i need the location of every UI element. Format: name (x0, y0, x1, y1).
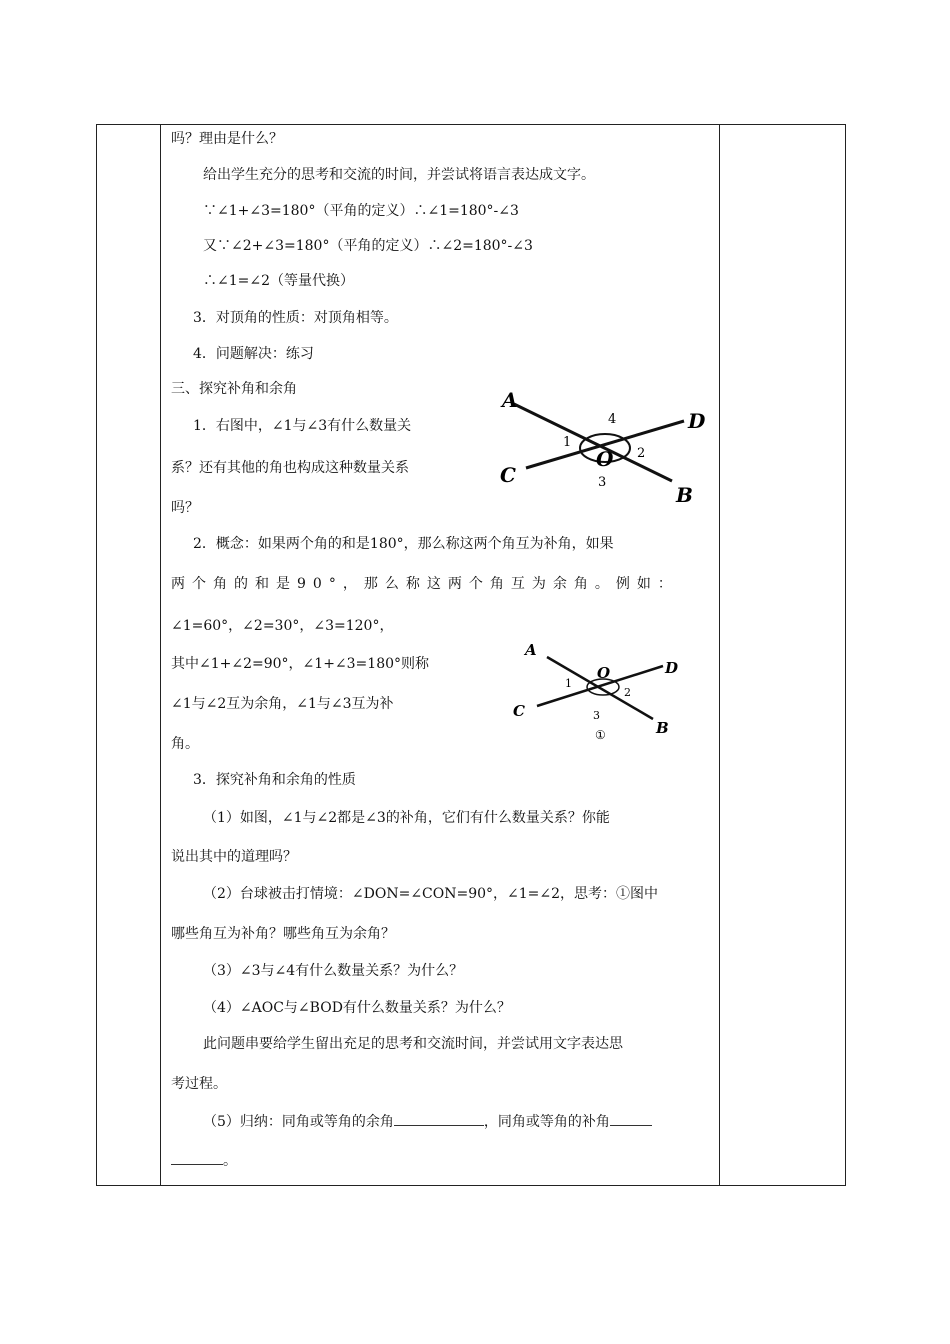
text-line: 其中∠1+∠2=90°，∠1+∠3=180°则称 (171, 656, 430, 672)
text-line: 吗？ (171, 500, 199, 516)
angle-label-3: 3 (598, 475, 607, 490)
text-line: 哪些角互为补角？哪些角互为余角？ (171, 926, 395, 942)
point-label-a: A (525, 641, 537, 659)
text-line: （4）∠AOC与∠BOD有什么数量关系？为什么？ (203, 1000, 511, 1016)
point-label-c: C (513, 702, 525, 720)
point-label-c: C (500, 463, 516, 487)
text-line: 考过程。 (171, 1076, 227, 1092)
answer-blank (394, 1111, 484, 1126)
proof-step: ∵∠1+∠3=180°（平角的定义）∴∠1=180°-∠3 (203, 203, 519, 219)
proof-step: ∴∠1=∠2（等量代换） (203, 273, 355, 289)
point-label-a: A (502, 388, 518, 412)
text-line: ∠1与∠2互为余角，∠1与∠3互为补 (171, 696, 394, 712)
intersecting-lines-figure-1 (490, 380, 720, 515)
point-label-b: B (656, 719, 669, 737)
text-line: 4．问题解决：练习 (193, 346, 314, 362)
text-line: 说出其中的道理吗？ (171, 849, 297, 865)
summary-end: 。 (223, 1153, 237, 1169)
text-line: 1．右图中，∠1与∠3有什么数量关 (193, 418, 412, 434)
intersecting-lines-figure-2 (505, 635, 705, 745)
text-line: 2．概念：如果两个角的和是180°，那么称这两个角互为补角，如果 (193, 536, 614, 552)
point-label-d: D (665, 659, 679, 677)
summary-text: （5）归纳：同角或等角的余角 (203, 1114, 394, 1130)
angle-label-1: 1 (565, 677, 572, 690)
table-column-divider-right (719, 124, 720, 1186)
angle-label-2: 2 (624, 686, 631, 699)
summary-line-continued (171, 1150, 237, 1171)
angle-label-4: 4 (608, 412, 617, 427)
point-label-b: B (676, 483, 693, 507)
summary-line (203, 1111, 652, 1132)
text-line: 3．探究补角和余角的性质 (193, 772, 356, 788)
angle-label-2: 2 (637, 446, 646, 461)
text-line: 系？还有其他的角也构成这种数量关系 (171, 460, 409, 476)
text-line: 角。 (171, 736, 199, 752)
text-line: 此问题串要给学生留出充足的思考和交流时间，并尝试用文字表达思 (203, 1036, 623, 1052)
angle-label-1: 1 (563, 435, 572, 450)
section-heading: 三、探究补角和余角 (171, 381, 297, 397)
answer-blank (610, 1111, 652, 1126)
point-label-o: O (596, 447, 614, 471)
proof-step: 又∵∠2+∠3=180°（平角的定义）∴∠2=180°-∠3 (203, 238, 533, 254)
summary-text: ，同角或等角的补角 (483, 1114, 610, 1130)
point-label-d: D (688, 409, 706, 433)
text-line: 两个角的和是90°，那么称这两个角互为余角。例如： (171, 576, 679, 592)
text-line: （3）∠3与∠4有什么数量关系？为什么？ (203, 963, 464, 979)
text-line: 吗？理由是什么？ (171, 131, 283, 147)
text-line: 3．对顶角的性质：对顶角相等。 (193, 310, 398, 326)
text-line: 给出学生充分的思考和交流的时间，并尝试将语言表达成文字。 (203, 167, 595, 183)
table-column-divider-left (160, 124, 161, 1186)
line-ab (514, 404, 672, 481)
figure-caption: ① (595, 728, 606, 742)
text-line: （1）如图，∠1与∠2都是∠3的补角，它们有什么数量关系？你能 (203, 810, 610, 826)
point-label-o: O (597, 664, 611, 682)
angle-label-3: 3 (593, 709, 600, 722)
text-line: ∠1=60°，∠2=30°，∠3=120°， (171, 618, 394, 634)
text-line: （2）台球被击打情境：∠DON=∠CON=90°，∠1=∠2，思考：①图中 (203, 886, 659, 902)
answer-blank (171, 1150, 223, 1165)
